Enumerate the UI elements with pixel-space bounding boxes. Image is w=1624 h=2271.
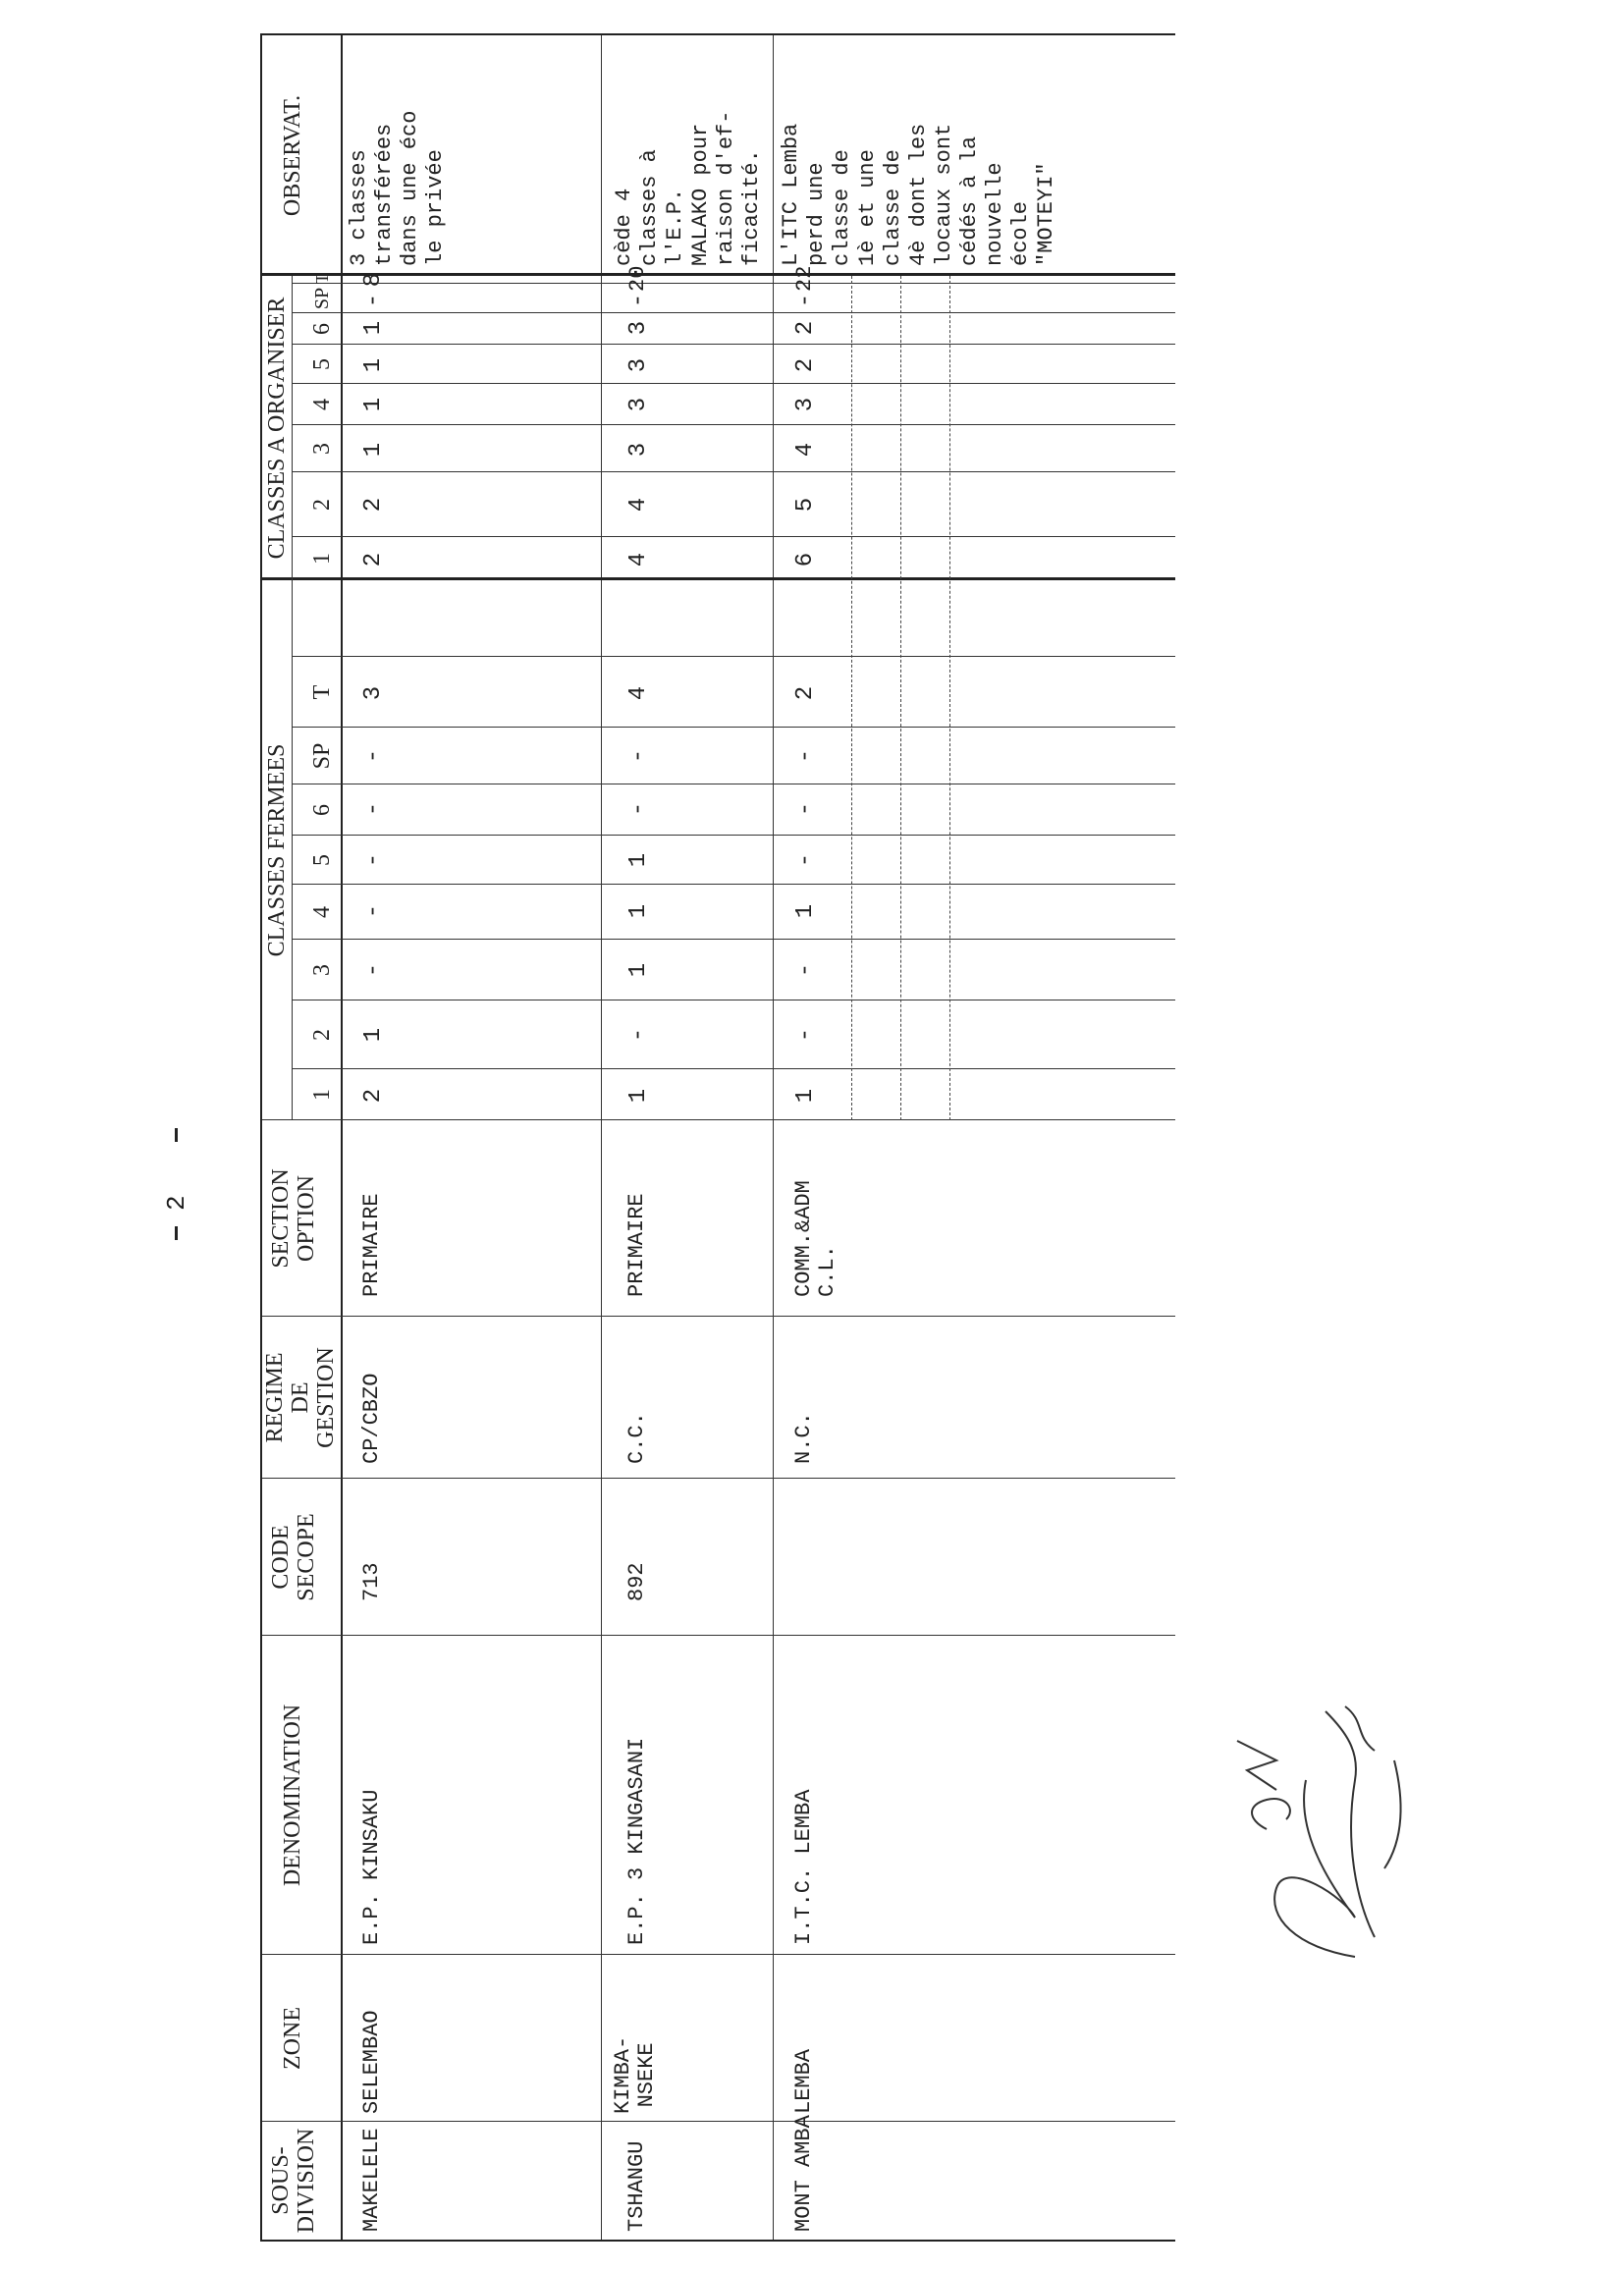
row1-fermees-4: - xyxy=(360,903,387,919)
header-section-option: SECTION OPTION xyxy=(268,1168,319,1269)
row3-denomination: I.T.C. LEMBA xyxy=(791,1789,816,1945)
sub-fermees-4: 4 xyxy=(309,906,335,918)
sub-org-3: 3 xyxy=(309,443,335,455)
row1-bottom-line xyxy=(601,35,602,2240)
row2-zone: KIMBA- NSEKE xyxy=(611,2035,659,2114)
row1-observations: 3 classes transférées dans une éco le privée xyxy=(347,110,448,266)
row2-org-t: 20 xyxy=(625,265,650,292)
row1-org-4: 1 xyxy=(360,397,387,412)
row2-fermees-5: 1 xyxy=(625,852,652,868)
row1-section: PRIMAIRE xyxy=(359,1193,384,1297)
row2-org-4: 3 xyxy=(625,397,652,412)
row2-fermees-1: 1 xyxy=(625,1088,652,1104)
sub-fermees-2: 2 xyxy=(309,1029,335,1041)
sub-fermees-sp: SP xyxy=(309,742,335,770)
sub-fermees-5: 5 xyxy=(309,854,335,866)
row1-org-1: 2 xyxy=(360,552,387,568)
row3-org-6: 2 xyxy=(792,320,819,336)
row2-fermees-3: 1 xyxy=(625,962,652,978)
row2-fermees-4: 1 xyxy=(625,903,652,919)
row1-org-t: 8 xyxy=(360,272,387,288)
header-zone: ZONE xyxy=(280,2007,305,2070)
row3-fermees-6: - xyxy=(792,801,819,817)
row3-sous-division: MONT AMBA xyxy=(791,2115,816,2232)
row1-org-2: 2 xyxy=(360,497,387,513)
row1-code-secope: 713 xyxy=(359,1562,384,1601)
header-code-secope: CODE SECOPE xyxy=(268,1513,319,1601)
school-classes-table xyxy=(260,33,1175,2242)
row2-sous-division: TSHANGU xyxy=(624,2140,649,2232)
row2-denomination: E.P. 3 KINGASANI xyxy=(624,1737,649,1945)
sub-org-t: T xyxy=(312,273,332,284)
sub-fermees-1: 1 xyxy=(309,1089,335,1101)
row1-org-3: 1 xyxy=(360,442,387,458)
sub-org-6: 6 xyxy=(309,323,335,335)
row2-org-5: 3 xyxy=(625,357,652,373)
row1-fermees-sp: - xyxy=(360,748,387,764)
header-bottom-line xyxy=(341,35,343,2240)
row3-fermees-5: - xyxy=(792,852,819,868)
header-classes-fermees: CLASSES FERMEES xyxy=(264,743,290,957)
sub-org-4: 4 xyxy=(309,399,335,410)
header-denomination: DENOMINATION xyxy=(280,1703,305,1887)
row3-observations: L'ITC Lemba perd une classe de 1è et une classe de 4è dont les locaux sont cédés à la nouvelle école "MOTEYI" xyxy=(779,123,1058,266)
row2-org-6: 3 xyxy=(625,320,652,336)
header-regime: REGIME DE GESTION xyxy=(262,1347,339,1448)
row1-org-sp: - xyxy=(360,293,387,308)
row1-fermees-2: 1 xyxy=(360,1027,387,1043)
sub-org-5: 5 xyxy=(309,358,335,370)
row3-org-3: 4 xyxy=(792,442,819,458)
row2-regime: C.C. xyxy=(624,1412,649,1464)
row1-fermees-3: - xyxy=(360,962,387,978)
row3-fermees-2: - xyxy=(792,1027,819,1043)
row2-fermees-sp: - xyxy=(625,748,652,764)
row1-fermees-5: - xyxy=(360,852,387,868)
header-classes-a-organiser: CLASSES A ORGANISER xyxy=(264,297,290,560)
row1-org-6: 1 xyxy=(360,320,387,336)
row3-fermees-sp: - xyxy=(792,748,819,764)
page-number-dash-right xyxy=(175,1128,178,1142)
page-number: 2 xyxy=(162,1195,191,1211)
row3-fermees-4: 1 xyxy=(792,903,819,919)
row2-fermees-6: - xyxy=(625,801,652,817)
row3-org-t: 22 xyxy=(792,265,817,292)
row2-section: PRIMAIRE xyxy=(624,1193,649,1297)
row1-fermees-t: 3 xyxy=(360,685,387,701)
header-sous-division: SOUS- DIVISION xyxy=(268,2128,319,2234)
row2-bottom-line xyxy=(773,35,774,2240)
row1-org-5: 1 xyxy=(360,357,387,373)
row1-fermees-6: - xyxy=(360,801,387,817)
row3-org-1: 6 xyxy=(792,552,819,568)
row1-zone: SELEMBAO xyxy=(359,2010,384,2114)
row3-org-sp: - xyxy=(792,293,819,308)
header-observat: OBSERVAT. xyxy=(280,94,305,217)
row2-org-sp: - xyxy=(625,293,652,308)
sub-org-sp: SP xyxy=(311,287,333,310)
row1-sous-division: MAKELELE xyxy=(359,2128,384,2232)
row3-zone: LEMBA xyxy=(791,2048,816,2114)
sub-fermees-3: 3 xyxy=(309,964,335,976)
row3-fermees-1: 1 xyxy=(792,1088,819,1104)
row2-fermees-t: 4 xyxy=(625,685,652,701)
page-number-dash-left xyxy=(175,1226,178,1240)
sub-fermees-6: 6 xyxy=(309,804,335,816)
row3-fermees-3: - xyxy=(792,962,819,978)
sub-org-1: 1 xyxy=(309,553,335,565)
row1-regime: CP/CBZO xyxy=(359,1373,384,1464)
row1-fermees-1: 2 xyxy=(360,1088,387,1104)
row2-code-secope: 892 xyxy=(624,1562,649,1601)
sub-fermees-t: T xyxy=(309,684,335,700)
row2-org-2: 4 xyxy=(625,497,652,513)
row1-denomination: E.P. KINSAKU xyxy=(359,1789,384,1945)
row3-org-4: 3 xyxy=(792,397,819,412)
row2-org-1: 4 xyxy=(625,552,652,568)
row2-org-3: 3 xyxy=(625,442,652,458)
row3-org-2: 5 xyxy=(792,497,819,513)
row3-org-5: 2 xyxy=(792,357,819,373)
row3-regime: N.C. xyxy=(791,1412,816,1464)
row2-observations: cède 4 classes à l'E.P. MALAKO pour raison d'ef- ficacité. xyxy=(612,110,764,266)
row3-fermees-t: 2 xyxy=(792,685,819,701)
row3-section: COMM.&ADM C.L. xyxy=(791,1180,839,1297)
sub-org-2: 2 xyxy=(309,499,335,511)
row2-fermees-2: - xyxy=(625,1027,652,1043)
handwritten-signature xyxy=(1208,1682,1424,1976)
